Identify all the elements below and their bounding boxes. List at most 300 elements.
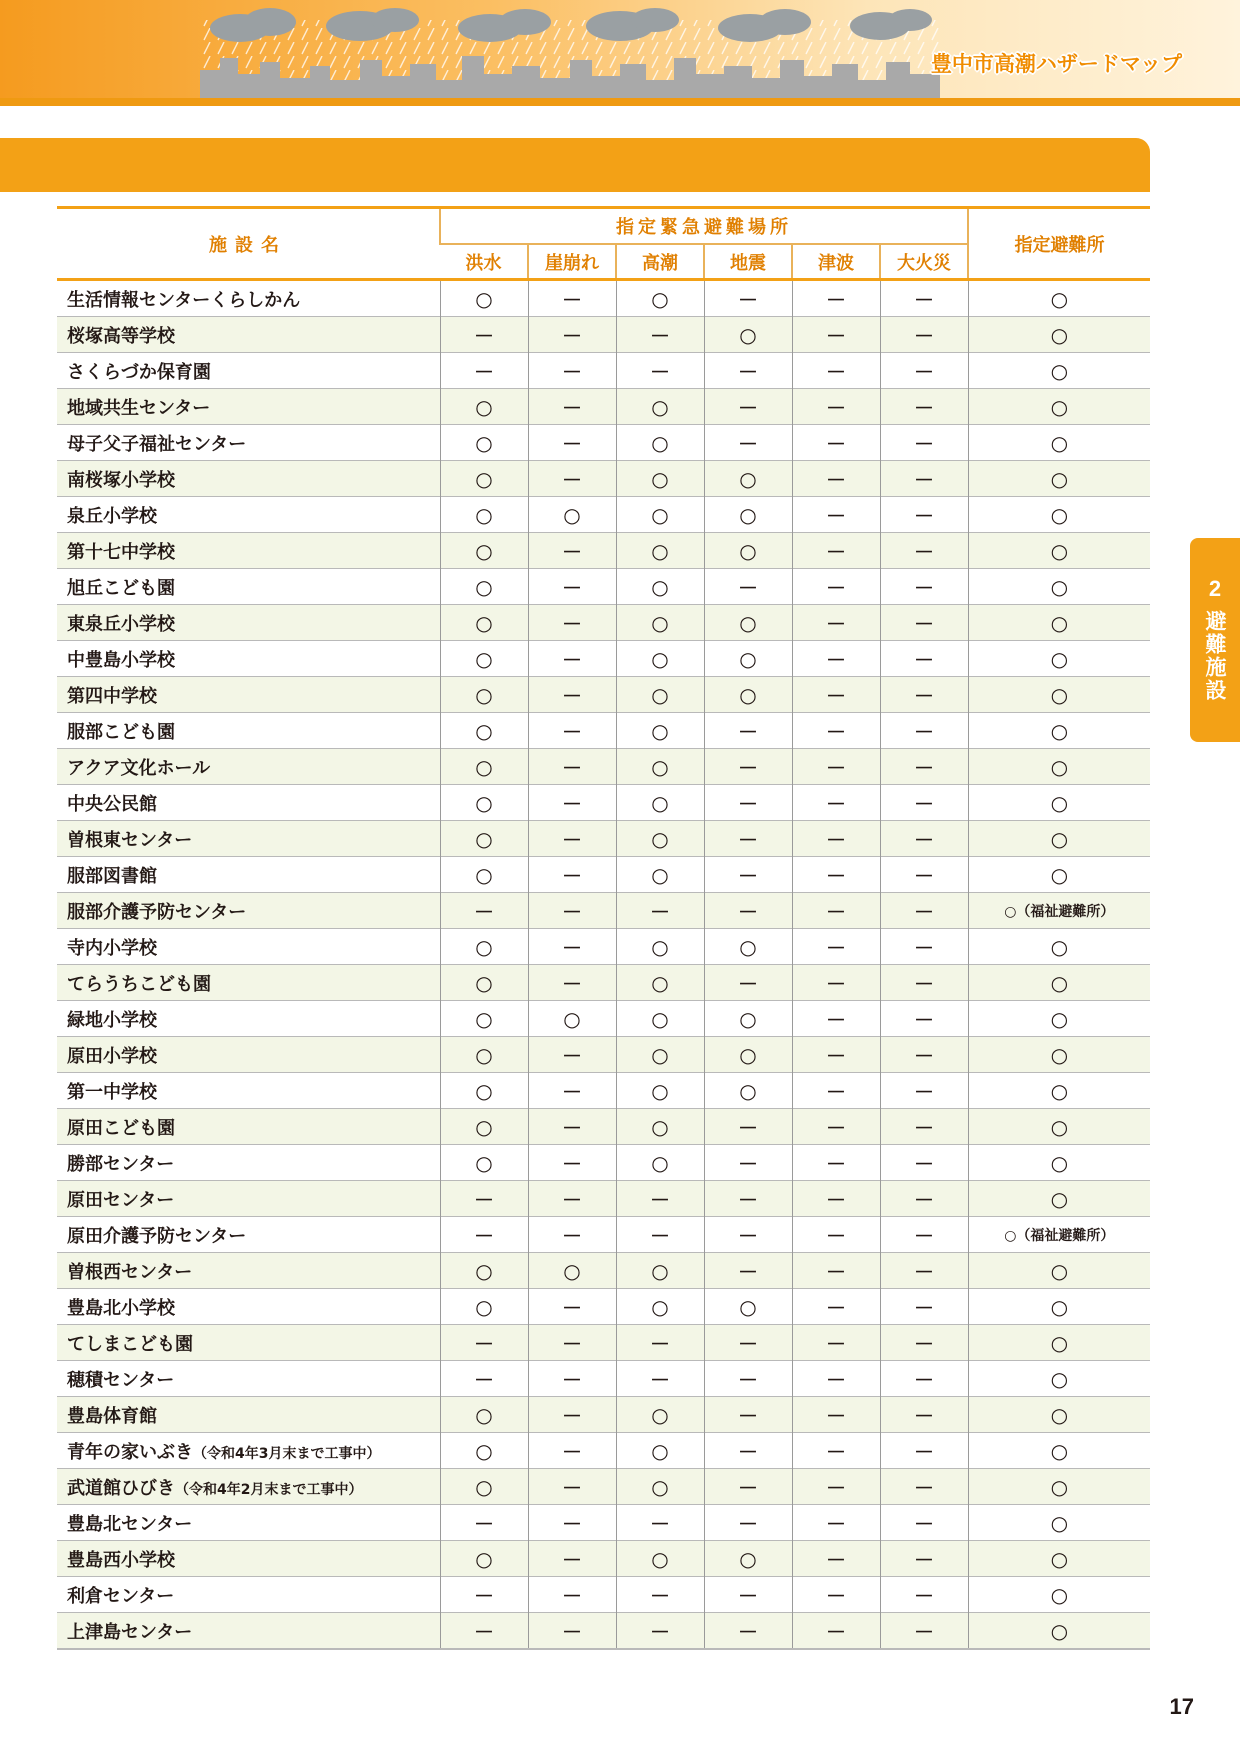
available-mark: ○ (739, 1546, 757, 1571)
facility-name: 中央公民館 (67, 793, 157, 815)
designated-shelter-cell (968, 929, 1150, 965)
hazard-mark-cell (440, 1181, 528, 1217)
hazard-mark-cell (440, 533, 528, 569)
designated-shelter-cell (968, 605, 1150, 641)
not-available-mark: － (650, 1188, 670, 1212)
facility-name: 南桜塚小学校 (67, 469, 175, 491)
shelter-mark: ○ (1050, 1078, 1069, 1103)
not-available-mark: － (562, 864, 582, 888)
hazard-mark-cell (792, 1073, 880, 1109)
available-mark: ○ (475, 646, 493, 671)
hazard-mark-cell (616, 965, 704, 1001)
shelter-mark: ○ (1050, 970, 1069, 995)
facility-name: 桜塚高等学校 (67, 325, 175, 347)
not-available-mark: － (826, 1260, 846, 1284)
not-available-mark: － (738, 1620, 758, 1644)
not-available-mark: － (914, 936, 935, 960)
not-available-mark: － (914, 1224, 935, 1248)
not-available-mark: － (738, 432, 758, 456)
hazard-mark-cell (880, 821, 968, 857)
hazard-mark-cell (704, 1109, 792, 1145)
not-available-mark: － (826, 1188, 846, 1212)
hazard-mark-cell (528, 389, 616, 425)
facility-name-cell (57, 785, 440, 821)
facility-name-cell (57, 1397, 440, 1433)
facility-name: 服部介護予防センター (67, 901, 247, 923)
not-available-mark: － (914, 1008, 935, 1032)
hazard-mark-cell (880, 605, 968, 641)
hazard-header-large-fire: 大火災 (880, 244, 968, 280)
facility-name-cell (57, 713, 440, 749)
hazard-mark-cell (440, 353, 528, 389)
available-mark: ○ (651, 718, 669, 743)
available-mark: ○ (651, 826, 669, 851)
hazard-mark-cell (704, 569, 792, 605)
facility-name: 緑地小学校 (67, 1009, 157, 1031)
page-number: 17 (1169, 1694, 1194, 1719)
chapter-tab (1190, 538, 1240, 742)
not-available-mark: － (914, 468, 935, 492)
hazard-mark-cell (528, 1289, 616, 1325)
not-available-mark: － (650, 1332, 670, 1356)
hazard-mark-cell (880, 893, 968, 929)
shelter-mark: ○ (1050, 1510, 1069, 1535)
available-mark: ○ (651, 934, 669, 959)
hazard-mark-cell (440, 1361, 528, 1397)
designated-shelter-cell (968, 1613, 1150, 1650)
hazard-mark-cell (704, 785, 792, 821)
not-available-mark: － (914, 1548, 935, 1572)
not-available-mark: － (562, 612, 582, 636)
hazard-mark-cell (880, 1325, 968, 1361)
hazard-mark-cell (792, 425, 880, 461)
available-mark: ○ (739, 646, 757, 671)
not-available-mark: － (562, 900, 582, 924)
hazard-mark-cell (528, 1541, 616, 1577)
facility-name-cell (57, 317, 440, 353)
not-available-mark: － (738, 1512, 758, 1536)
not-available-mark: － (914, 1512, 935, 1536)
hazard-mark-cell (792, 1253, 880, 1289)
facility-name-cell (57, 821, 440, 857)
facility-name: 中豊島小学校 (67, 649, 175, 671)
facility-name-cell (57, 677, 440, 713)
hazard-mark-cell (440, 893, 528, 929)
not-available-mark: － (738, 1476, 758, 1500)
hazard-mark-cell (616, 749, 704, 785)
not-available-mark: － (826, 1620, 846, 1644)
hazard-mark-cell (704, 1037, 792, 1073)
available-mark: ○ (651, 1438, 669, 1463)
not-available-mark: － (826, 1080, 846, 1104)
hazard-mark-cell (792, 569, 880, 605)
not-available-mark: － (562, 1188, 582, 1212)
hazard-mark-cell (616, 317, 704, 353)
not-available-mark: － (738, 360, 758, 384)
hazard-mark-cell (440, 641, 528, 677)
not-available-mark: － (826, 360, 846, 384)
hazard-mark-cell (440, 425, 528, 461)
hazard-mark-cell (528, 821, 616, 857)
designated-shelter-cell (968, 533, 1150, 569)
shelter-mark: ○ (1050, 466, 1069, 491)
not-available-mark: － (738, 792, 758, 816)
not-available-mark: － (826, 864, 846, 888)
not-available-mark: － (562, 792, 582, 816)
facility-name: 豊島北小学校 (67, 1297, 175, 1319)
shelter-mark: ○ (1050, 682, 1069, 707)
hazard-mark-cell (528, 1181, 616, 1217)
facility-name: 寺内小学校 (67, 937, 157, 959)
hazard-mark-cell (704, 461, 792, 497)
available-mark: ○ (475, 1006, 493, 1031)
facility-name-cell (57, 1001, 440, 1037)
not-available-mark: － (914, 1080, 935, 1104)
shelter-mark: ○ (1050, 934, 1069, 959)
not-available-mark: － (474, 360, 494, 384)
hazard-mark-cell (792, 713, 880, 749)
hazard-mark-cell (440, 1613, 528, 1650)
not-available-mark: － (738, 1368, 758, 1392)
hazard-mark-cell (440, 1001, 528, 1037)
available-mark: ○ (475, 1150, 493, 1175)
hazard-mark-cell (880, 1361, 968, 1397)
available-mark: ○ (475, 610, 493, 635)
table-row (57, 1505, 1150, 1541)
not-available-mark: － (474, 1368, 494, 1392)
not-available-mark: － (562, 540, 582, 564)
hazard-mark-cell (792, 1289, 880, 1325)
hazard-mark-cell (704, 317, 792, 353)
designated-shelter-cell (968, 785, 1150, 821)
available-mark: ○ (739, 1006, 757, 1031)
facility-name-cell (57, 1433, 440, 1469)
not-available-mark: － (826, 1152, 846, 1176)
shelter-table (57, 206, 1150, 1650)
hazard-mark-cell (528, 641, 616, 677)
map-title: 豊中市高潮ハザードマップ (930, 53, 1182, 76)
facility-name: てらうちこども園 (67, 973, 211, 995)
not-available-mark: － (914, 612, 935, 636)
designated-shelter-cell (968, 1577, 1150, 1613)
designated-shelter-cell (968, 1325, 1150, 1361)
available-mark: ○ (651, 574, 669, 599)
hazard-mark-cell (528, 1577, 616, 1613)
facility-name: 服部こども園 (67, 721, 175, 743)
available-mark: ○ (651, 1474, 669, 1499)
not-available-mark: － (738, 288, 758, 312)
hazard-mark-cell (528, 1253, 616, 1289)
hazard-mark-cell (792, 461, 880, 497)
facility-name-cell (57, 893, 440, 929)
hazard-mark-cell (440, 1541, 528, 1577)
not-available-mark: － (562, 396, 582, 420)
section-band (0, 138, 1150, 192)
not-available-mark: － (826, 1332, 846, 1356)
hazard-header-landslide: 崖崩れ (528, 244, 616, 280)
table-row (57, 677, 1150, 713)
designated-shelter-cell (968, 1469, 1150, 1505)
hazard-mark-cell (880, 965, 968, 1001)
designated-shelter-cell (968, 1433, 1150, 1469)
table-row (57, 605, 1150, 641)
available-mark: ○ (651, 430, 669, 455)
not-available-mark: － (914, 1620, 935, 1644)
hazard-mark-cell (528, 461, 616, 497)
not-available-mark: － (562, 1548, 582, 1572)
facility-name: 穂積センター (67, 1369, 175, 1391)
facility-name: 生活情報センターくらしかん (67, 289, 301, 311)
facility-name: 第十七中学校 (67, 541, 175, 563)
not-available-mark: － (914, 1152, 935, 1176)
table-row (57, 1433, 1150, 1469)
table-row (57, 821, 1150, 857)
hazard-mark-cell (704, 1145, 792, 1181)
hazard-mark-cell (880, 1541, 968, 1577)
table-row (57, 785, 1150, 821)
not-available-mark: － (562, 360, 582, 384)
table-row (57, 1181, 1150, 1217)
facility-name-cell (57, 1217, 440, 1253)
not-available-mark: － (650, 900, 670, 924)
designated-shelter-cell (968, 1181, 1150, 1217)
not-available-mark: － (914, 1260, 935, 1284)
hazard-mark-cell (616, 641, 704, 677)
shelter-mark: ○ (1050, 862, 1069, 887)
hazard-mark-cell (704, 353, 792, 389)
available-mark: ○ (563, 1258, 581, 1283)
not-available-mark: － (562, 576, 582, 600)
hazard-mark-cell (440, 1145, 528, 1181)
hazard-mark-cell (704, 1181, 792, 1217)
hazard-mark-cell (704, 1289, 792, 1325)
table-row (57, 1073, 1150, 1109)
facility-name: 曽根東センター (67, 829, 193, 851)
hazard-mark-cell (616, 1325, 704, 1361)
table-row (57, 713, 1150, 749)
hazard-mark-cell (616, 1253, 704, 1289)
not-available-mark: － (738, 972, 758, 996)
hazard-mark-cell (880, 1217, 968, 1253)
hazard-mark-cell (704, 605, 792, 641)
available-mark: ○ (739, 682, 757, 707)
hazard-mark-cell (440, 1073, 528, 1109)
not-available-mark: － (562, 324, 582, 348)
table-row (57, 929, 1150, 965)
hazard-mark-cell (440, 713, 528, 749)
hazard-mark-cell (704, 641, 792, 677)
designated-shelter-cell (968, 1145, 1150, 1181)
hazard-mark-cell (440, 1253, 528, 1289)
hazard-mark-cell (616, 497, 704, 533)
not-available-mark: － (826, 1584, 846, 1608)
facility-name-cell (57, 425, 440, 461)
hazard-mark-cell (616, 1577, 704, 1613)
not-available-mark: － (738, 1260, 758, 1284)
facility-name: 泉丘小学校 (67, 505, 157, 527)
not-available-mark: － (914, 504, 935, 528)
hazard-mark-cell (792, 1037, 880, 1073)
not-available-mark: － (650, 1620, 670, 1644)
hazard-mark-cell (616, 1145, 704, 1181)
facility-name-cell (57, 533, 440, 569)
table-row (57, 317, 1150, 353)
hazard-mark-cell (880, 461, 968, 497)
designated-shelter-cell (968, 1217, 1150, 1253)
facility-name-cell (57, 1325, 440, 1361)
not-available-mark: － (826, 468, 846, 492)
available-mark: ○ (651, 394, 669, 419)
hazard-mark-cell (528, 785, 616, 821)
hazard-mark-cell (792, 389, 880, 425)
hazard-mark-cell (616, 1613, 704, 1650)
designated-shelter-cell (968, 317, 1150, 353)
hazard-mark-cell (440, 280, 528, 317)
hazard-mark-cell (440, 821, 528, 857)
banner-underline (0, 98, 1240, 106)
not-available-mark: － (914, 1476, 935, 1500)
hazard-mark-cell (616, 821, 704, 857)
hazard-mark-cell (880, 1433, 968, 1469)
facility-name-cell (57, 389, 440, 425)
facility-note: （令和4年3月末まで工事中） (193, 1445, 381, 1462)
hazard-mark-cell (528, 713, 616, 749)
hazard-mark-cell (440, 389, 528, 425)
hazard-mark-cell (440, 677, 528, 713)
not-available-mark: － (738, 1332, 758, 1356)
not-available-mark: － (914, 1404, 935, 1428)
available-mark: ○ (739, 1042, 757, 1067)
facility-name: 豊島西小学校 (67, 1549, 175, 1571)
designated-shelter-cell (968, 461, 1150, 497)
hazard-mark-cell (528, 1613, 616, 1650)
not-available-mark: － (474, 1188, 494, 1212)
hazard-mark-cell (528, 857, 616, 893)
facility-name-cell (57, 497, 440, 533)
not-available-mark: － (826, 432, 846, 456)
hazard-mark-cell (616, 893, 704, 929)
facility-name-cell (57, 1181, 440, 1217)
hazard-mark-cell (440, 605, 528, 641)
facility-name-cell (57, 605, 440, 641)
not-available-mark: － (738, 828, 758, 852)
available-mark: ○ (475, 1474, 493, 1499)
not-available-mark: － (562, 972, 582, 996)
hazard-mark-cell (792, 1505, 880, 1541)
hazard-mark-cell (704, 1433, 792, 1469)
hazard-mark-cell (528, 1109, 616, 1145)
hazard-mark-cell (616, 1541, 704, 1577)
not-available-mark: － (914, 360, 935, 384)
hazard-mark-cell (616, 1361, 704, 1397)
not-available-mark: － (826, 1044, 846, 1068)
not-available-mark: － (826, 1296, 846, 1320)
designated-shelter-cell (968, 1361, 1150, 1397)
not-available-mark: － (914, 792, 935, 816)
hazard-mark-cell (616, 1037, 704, 1073)
facility-name-cell (57, 1109, 440, 1145)
designated-shelter-cell (968, 425, 1150, 461)
hazard-mark-cell (440, 1037, 528, 1073)
table-row (57, 1397, 1150, 1433)
hazard-mark-cell (704, 1505, 792, 1541)
not-available-mark: － (826, 324, 846, 348)
hazard-mark-cell (704, 425, 792, 461)
available-mark: ○ (475, 970, 493, 995)
shelter-mark: ○ (1050, 574, 1069, 599)
not-available-mark: － (562, 1368, 582, 1392)
shelter-mark: ○ (1050, 1294, 1069, 1319)
hazard-mark-cell (880, 677, 968, 713)
available-mark: ○ (739, 502, 757, 527)
hazard-header-flood: 洪水 (440, 244, 528, 280)
not-available-mark: － (826, 792, 846, 816)
hazard-mark-cell (616, 461, 704, 497)
not-available-mark: － (826, 936, 846, 960)
hazard-mark-cell (880, 1505, 968, 1541)
not-available-mark: － (826, 540, 846, 564)
emergency-evacuation-site-header: 指定緊急避難場所 (440, 208, 968, 245)
table-row (57, 749, 1150, 785)
hazard-mark-cell (704, 713, 792, 749)
hazard-mark-cell (616, 1433, 704, 1469)
not-available-mark: － (738, 720, 758, 744)
shelter-mark: ○ (1050, 1474, 1069, 1499)
facility-name: てしまこども園 (67, 1333, 193, 1355)
shelter-mark: ○（福祉避難所） (1004, 903, 1115, 920)
facility-name: 豊島体育館 (67, 1405, 157, 1427)
facility-name: 原田こども園 (67, 1117, 175, 1139)
not-available-mark: － (562, 1296, 582, 1320)
not-available-mark: － (914, 576, 935, 600)
not-available-mark: － (914, 1332, 935, 1356)
table-row (57, 389, 1150, 425)
designated-shelter-cell (968, 641, 1150, 677)
hazard-mark-cell (440, 1217, 528, 1253)
available-mark: ○ (651, 1546, 669, 1571)
hazard-mark-cell (792, 497, 880, 533)
hazard-mark-cell (528, 1361, 616, 1397)
available-mark: ○ (475, 1042, 493, 1067)
hazard-mark-cell (528, 569, 616, 605)
designated-shelter-cell (968, 353, 1150, 389)
hazard-mark-cell (880, 1001, 968, 1037)
not-available-mark: － (914, 900, 935, 924)
table-row (57, 1541, 1150, 1577)
designated-shelter-header: 指定避難所 (968, 208, 1150, 280)
available-mark: ○ (651, 286, 669, 311)
facility-name-cell (57, 857, 440, 893)
hazard-mark-cell (792, 1325, 880, 1361)
not-available-mark: － (914, 756, 935, 780)
not-available-mark: － (562, 468, 582, 492)
shelter-mark: ○ (1050, 1366, 1069, 1391)
available-mark: ○ (475, 394, 493, 419)
hazard-mark-cell (616, 1469, 704, 1505)
shelter-mark: ○ (1050, 1258, 1069, 1283)
hazard-mark-cell (792, 965, 880, 1001)
hazard-mark-cell (880, 1469, 968, 1505)
facility-name: 青年の家いぶき (67, 1441, 193, 1463)
facility-name-cell (57, 1253, 440, 1289)
hazard-mark-cell (528, 1217, 616, 1253)
hazard-mark-cell (704, 1361, 792, 1397)
hazard-mark-cell (792, 893, 880, 929)
not-available-mark: － (562, 1224, 582, 1248)
hazard-mark-cell (528, 677, 616, 713)
hazard-mark-cell (440, 929, 528, 965)
facility-name-cell (57, 1469, 440, 1505)
